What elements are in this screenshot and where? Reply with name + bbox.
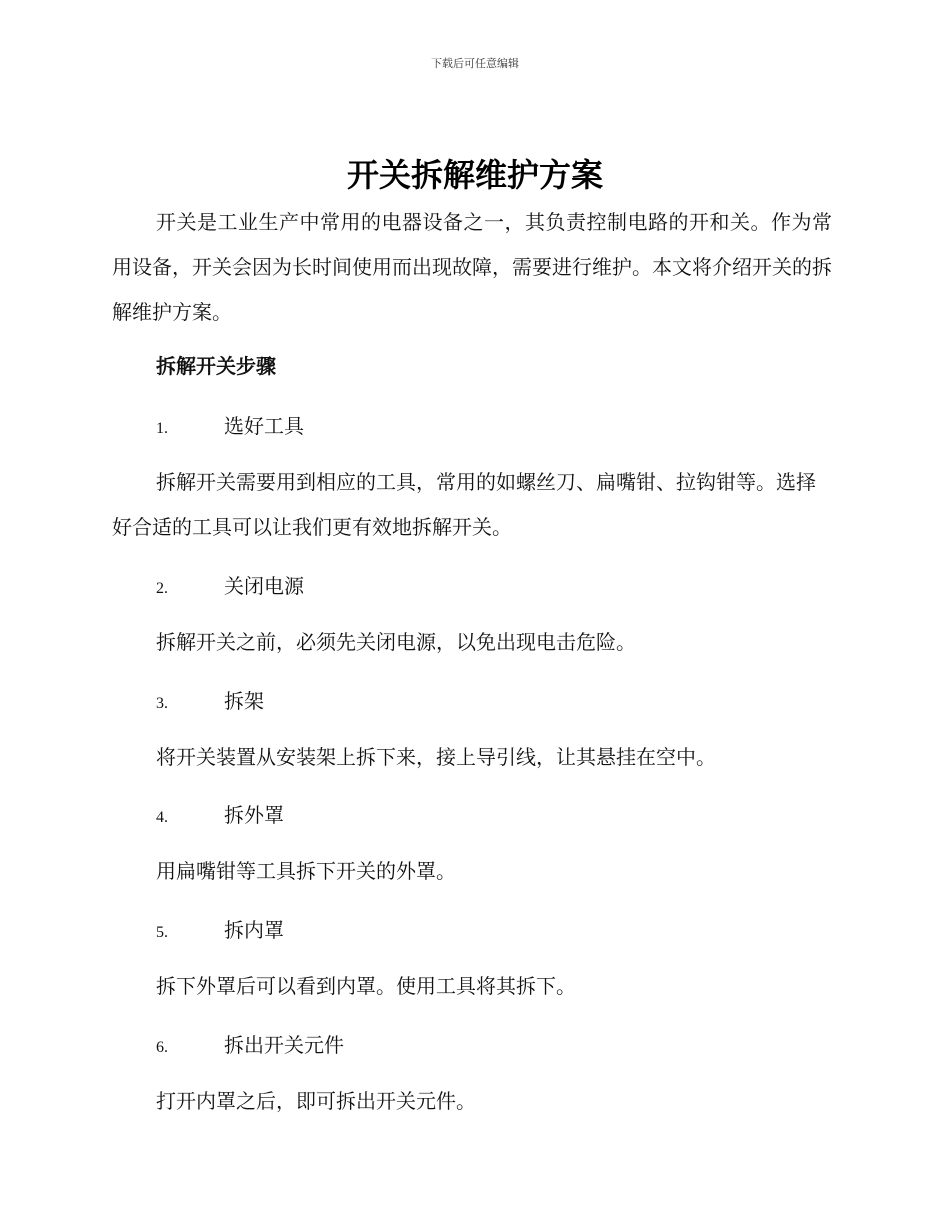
step-number: 1. [156, 420, 168, 437]
intro-paragraph: 开关是工业生产中常用的电器设备之一，其负责控制电路的开和关。作为常用设备，开关会因为长时间使用而出现故障，需要进行维护。本文将介绍开关的拆解维护方案。 [112, 210, 832, 324]
step-description: 用扁嘴钳等工具拆下开关的外罩。 [156, 859, 456, 883]
header-note: 下载后可任意编辑 [431, 57, 519, 70]
step-number: 5. [156, 924, 168, 941]
step-title [156, 1030, 344, 1063]
step-title-text: 选好工具 [224, 414, 304, 438]
step-title-text: 拆架 [224, 689, 264, 713]
step-number: 6. [156, 1039, 168, 1056]
section-heading: 拆解开关步骤 [156, 354, 276, 378]
step-description: 拆解开关之前，必须先关闭电源，以免出现电击危险。 [156, 630, 636, 654]
step-description: 将开关装置从安装架上拆下来，接上导引线，让其悬挂在空中。 [156, 745, 716, 769]
step-title [156, 411, 304, 444]
document-title: 开关拆解维护方案 [346, 156, 603, 194]
step-title [156, 571, 304, 604]
step-title [156, 915, 284, 948]
step-description: 打开内罩之后，即可拆出开关元件。 [156, 1089, 476, 1113]
step-title-text: 关闭电源 [224, 574, 304, 598]
step-title [156, 686, 264, 719]
step-title-text: 拆出开关元件 [224, 1033, 344, 1057]
step-description: 拆下外罩后可以看到内罩。使用工具将其拆下。 [156, 974, 576, 998]
step-description: 拆解开关需要用到相应的工具，常用的如螺丝刀、扁嘴钳、拉钩钳等。选择好合适的工具可以让我们更有效地拆解开关。 [112, 470, 816, 539]
step-title-text: 拆外罩 [224, 803, 284, 827]
step-number: 2. [156, 580, 168, 597]
step-title-text: 拆内罩 [224, 918, 284, 942]
step-number: 3. [156, 695, 168, 712]
step-title [156, 800, 284, 833]
step-number: 4. [156, 809, 168, 826]
